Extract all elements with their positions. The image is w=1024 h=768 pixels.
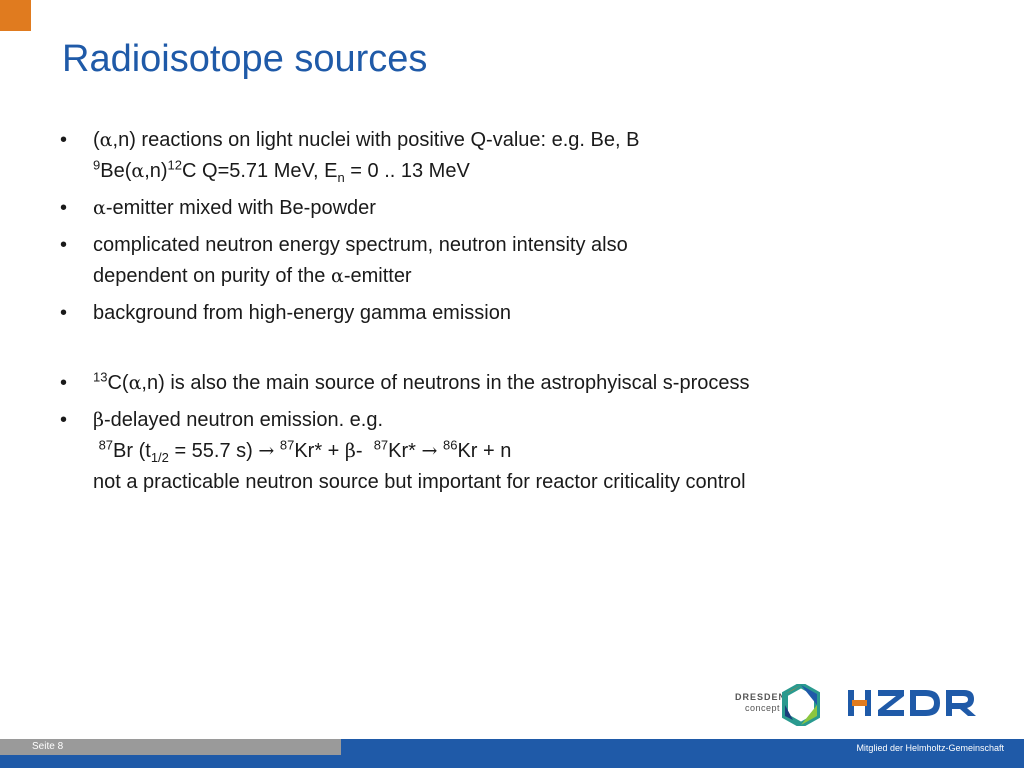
beta-symbol: β xyxy=(344,440,356,462)
bullet-text: background from high-energy gamma emission xyxy=(93,302,511,324)
bullet-item xyxy=(60,298,980,329)
bullet-item xyxy=(60,193,980,224)
bullet-item xyxy=(60,230,980,292)
hzdr-logo-icon xyxy=(848,686,984,722)
bullet-text xyxy=(93,125,980,187)
superscript: 13 xyxy=(93,369,108,385)
text-run: = 0 .. 13 MeV xyxy=(344,160,470,182)
text-run: C Q=5.71 MeV, E xyxy=(182,160,338,182)
footer-bar xyxy=(0,739,1024,768)
text-run: Kr* + xyxy=(294,440,345,462)
page-number: Seite 8 xyxy=(32,741,64,752)
text-run: C( xyxy=(107,372,129,394)
alpha-symbol: α xyxy=(93,197,106,219)
bullet-line: not a practicable neutron source but important for reactor criticality control xyxy=(93,471,746,493)
bullet-marker: • xyxy=(60,372,68,394)
superscript: 87 xyxy=(373,437,389,453)
bullet-text xyxy=(93,193,980,224)
bullet-text xyxy=(93,405,980,498)
spacer xyxy=(60,335,980,368)
slide-content xyxy=(60,125,980,504)
alpha-symbol: α xyxy=(128,372,142,394)
dresden-label-line1: DRESDEN xyxy=(735,692,787,702)
text-run: - xyxy=(355,440,374,462)
alpha-symbol: α xyxy=(99,129,113,151)
superscript: 12 xyxy=(167,157,183,173)
bullet-marker: • xyxy=(60,234,68,256)
bullet-line xyxy=(93,261,980,292)
text-run: dependent on purity of the xyxy=(93,265,331,287)
text-run: Be( xyxy=(100,160,132,182)
alpha-symbol: α xyxy=(131,160,145,182)
text-run: Kr + n xyxy=(457,440,512,462)
subscript: n xyxy=(337,170,345,185)
text-run: -delayed neutron emission. e.g. xyxy=(103,409,384,431)
bullet-line xyxy=(93,156,980,187)
bullet-line xyxy=(93,125,980,156)
bullet-item xyxy=(60,125,980,187)
text-run: -emitter xyxy=(343,265,412,287)
bullet-text xyxy=(93,230,980,292)
text-run: ,n) reactions on light nuclei with positive Q-value: e.g. Be, B xyxy=(112,129,640,151)
text-run: Br (t xyxy=(113,440,151,462)
bullet-line xyxy=(93,405,980,436)
bullet-marker: • xyxy=(60,129,68,151)
superscript: 9 xyxy=(93,157,101,173)
text-run: = 55.7 s) xyxy=(168,440,259,462)
bullet-text xyxy=(93,368,980,399)
helmholtz-member-label: Mitglied der Helmholtz-Gemeinschaft xyxy=(856,743,1004,753)
text-run: ( xyxy=(93,129,100,151)
bullet-item xyxy=(60,405,980,498)
superscript: 86 xyxy=(442,437,458,453)
corner-accent xyxy=(0,0,31,31)
dresden-concept-logo-icon xyxy=(782,684,820,726)
alpha-symbol: α xyxy=(330,265,344,287)
bullet-line xyxy=(93,436,980,467)
dresden-concept-label xyxy=(735,692,787,714)
bullet-marker: • xyxy=(60,197,68,219)
subscript: 1/2 xyxy=(150,450,169,465)
slide-title: Radioisotope sources xyxy=(62,38,428,80)
bullet-item xyxy=(60,368,980,399)
text-run: ,n) is also the main source of neutrons in the astrophyiscal s-process xyxy=(141,372,750,394)
superscript: 87 xyxy=(98,437,114,453)
text-run: -emitter mixed with Be-powder xyxy=(105,197,376,219)
text-run: Kr* xyxy=(388,440,422,462)
bullet-marker: • xyxy=(60,409,68,431)
bullet-line: complicated neutron energy spectrum, neutron intensity also xyxy=(93,234,628,256)
beta-symbol: β xyxy=(93,409,104,431)
text-run: ,n) xyxy=(144,160,168,182)
dresden-label-line2: concept xyxy=(744,703,780,713)
superscript: 87 xyxy=(279,437,295,453)
bullet-marker: • xyxy=(60,302,68,324)
arrow-symbol: → xyxy=(258,440,275,462)
arrow-symbol: → xyxy=(421,440,438,462)
